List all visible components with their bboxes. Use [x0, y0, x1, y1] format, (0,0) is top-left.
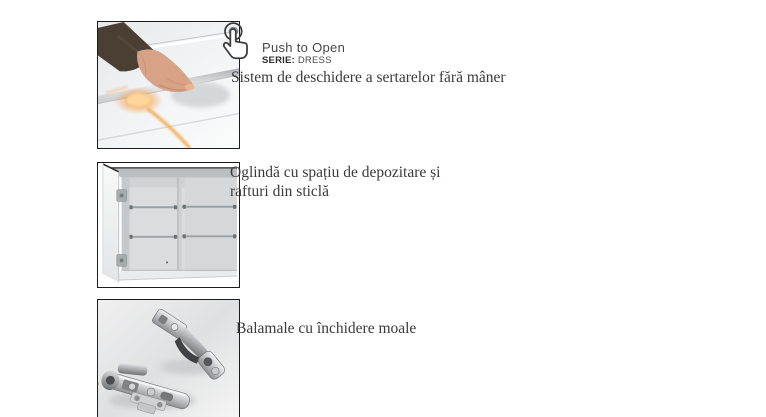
push-to-open-title: Push to Open — [262, 40, 346, 55]
serie-label: SERIE: — [262, 55, 295, 66]
caption-mirror-cabinet: Oglindă cu spațiu de depozitare și rafturi din sticlă — [230, 164, 441, 200]
serie-line — [262, 55, 332, 66]
photo-soft-close-hinges — [97, 299, 240, 417]
serie-value: DRESS — [297, 55, 332, 66]
hinges-photo-art — [98, 300, 239, 417]
mirror-cabinet-photo-art — [98, 163, 239, 287]
caption-soft-close-hinges: Balamale cu închidere moale — [236, 320, 417, 337]
tap-hand-icon — [219, 21, 255, 69]
push-to-open-photo-art — [98, 22, 239, 148]
caption-push-to-open: Sistem de deschidere a sertarelor fără mâner — [231, 69, 506, 86]
photo-mirror-cabinet — [97, 162, 240, 288]
